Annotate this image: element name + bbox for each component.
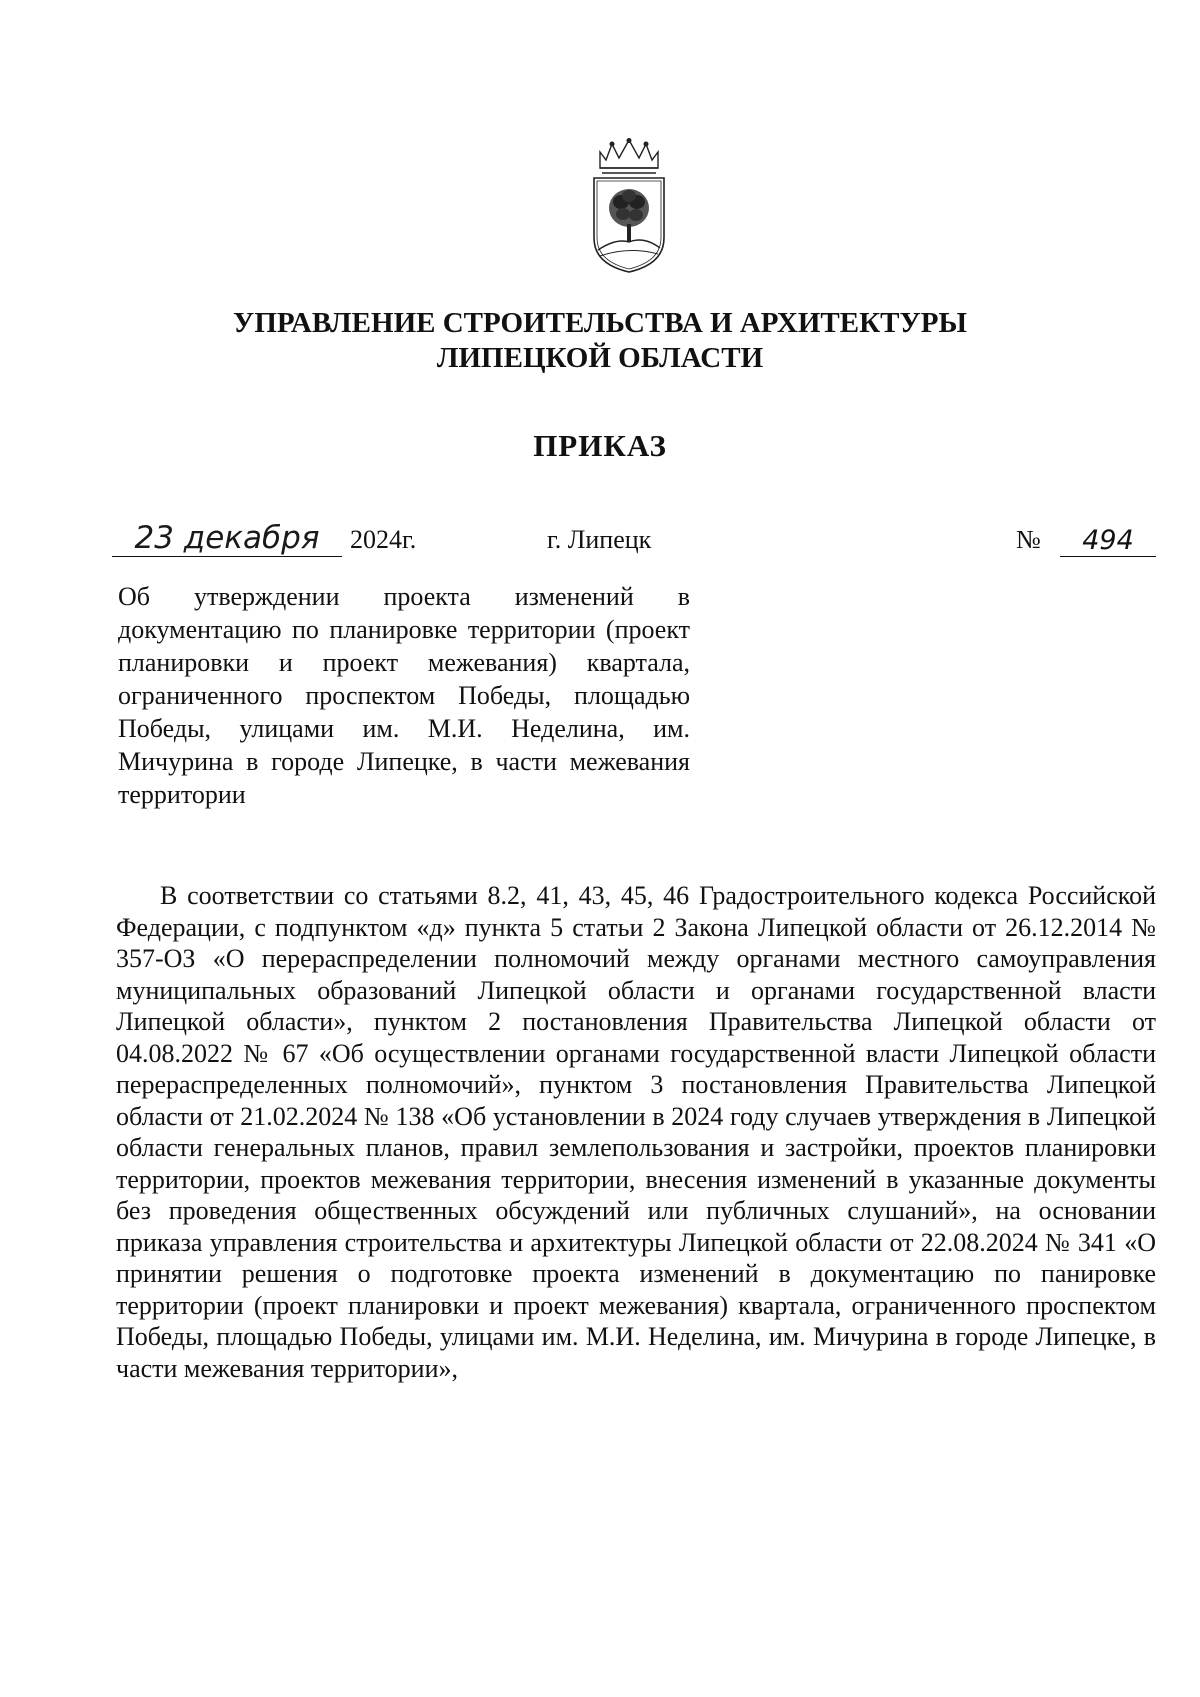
organization-title-line-2: ЛИПЕЦКОЙ ОБЛАСТИ [436, 342, 764, 374]
organization-title-line-1: УПРАВЛЕНИЕ СТРОИТЕЛЬСТВА И АРХИТЕКТУРЫ [233, 307, 967, 339]
document-city: г. Липецк [547, 525, 652, 554]
handwritten-number: 494 [1060, 525, 1156, 557]
number-sign: № [1016, 525, 1041, 554]
organization-title [0, 306, 1200, 376]
lipetsk-coat-of-arms-icon [586, 138, 672, 276]
document-year: 2024г. [350, 525, 417, 554]
order-body-paragraph: В соответствии со статьями 8.2, 41, 43, 45, 46 Градостроительного кодекса Российской Федерации, с подпунктом «д» пункта 5 статьи 2 Закона Липецкой области от 26.12.2014 № 357-ОЗ «О перераспределении полномочий между органами местного самоуправления муниципальных образований Липецкой области и органами государственной власти Липецкой области», пунктом 2 постановления Правительства Липецкой области от 04.08.2022 № 67 «Об осуществлении органами государственной власти Липецкой области перераспределенных полномочий», пунктом 3 постановления Правительства Липецкой области от 21.02.2024 № 138 «Об установлении в 2024 году случаев утверждения в Липецкой области генеральных планов, правил землепользования и застройки, проектов планировки территории, проектов межевания территории, внесения изменений в указанные документы без проведения общественных обсуждений или публичных слушаний», на основании приказа управления строительства и архитектуры Липецкой области от 22.08.2024 № 341 «О принятии решения о подготовке проекта изменений в документацию по панировке территории (проект планировки и проект межевания) квартала, ограниченного проспектом Победы, площадью Победы, улицами им. М.И. Неделина, им. Мичурина в городе Липецке, в части межевания территории», [116, 881, 1156, 1383]
document-number [1016, 523, 1156, 557]
handwritten-date: 23 декабря [112, 520, 342, 557]
order-subject: Об утверждении проекта изменений в документацию по планировке территории (проект планировки и проект межевания) квартала, ограниченного проспектом Победы, площадью Победы, улицами им. М.И. Неделина, им. Мичурина в городе Липецке, в части межевания территории [118, 582, 690, 809]
date-number-line [112, 520, 1156, 563]
document-type-title: ПРИКАЗ [533, 428, 667, 463]
